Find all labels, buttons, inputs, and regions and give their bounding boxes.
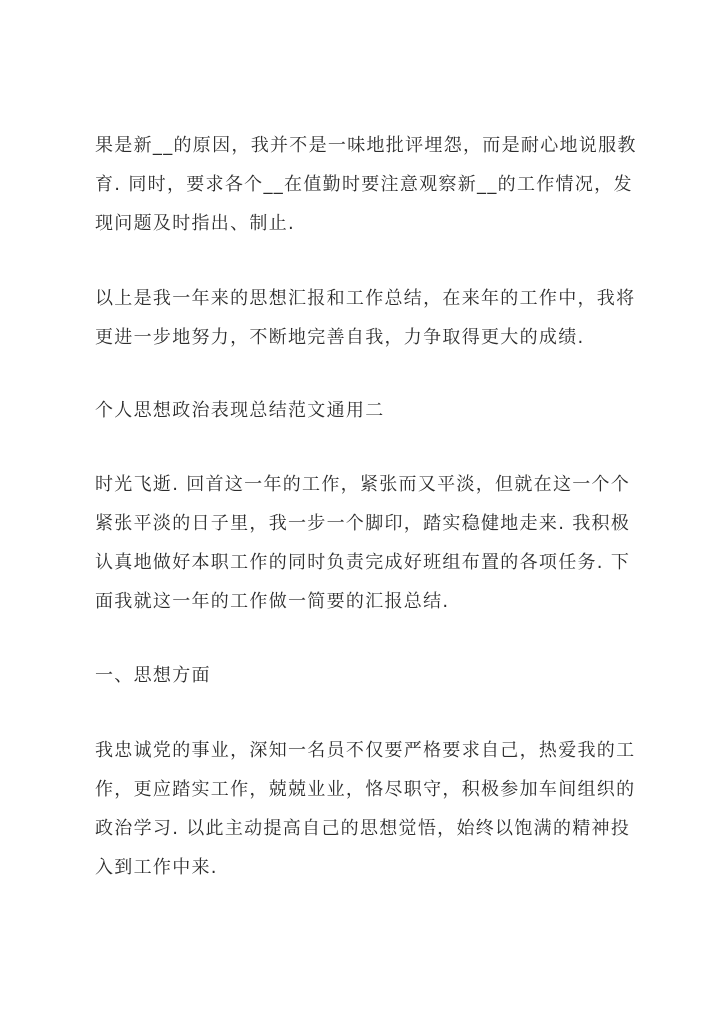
paragraph-4-line-4: 入到工作中来. bbox=[95, 857, 218, 878]
paragraph-4-line-1: 我忠诚党的事业，深知一名员不仅要严格要求自己，热爱我的工 bbox=[95, 740, 636, 761]
paragraph-4-line-2: 作，更应踏实工作，兢兢业业，恪尽职守，积极参加车间组织的 bbox=[95, 779, 636, 800]
paragraph-3-line-3: 认真地做好本职工作的同时负责完成好班组布置的各项任务. 下 bbox=[95, 552, 631, 573]
paragraph-1-line-3: 现问题及时指出、制止. bbox=[95, 213, 296, 234]
paragraph-4-line-3: 政治学习. 以此主动提高自己的思想觉悟，始终以饱满的精神投 bbox=[95, 818, 631, 839]
paragraph-3-line-1: 时光飞逝. 回首这一年的工作，紧张而又平淡，但就在这一个个 bbox=[95, 474, 631, 495]
paragraph-1-line-2: 育. 同时，要求各个__在值勤时要注意观察新__的工作情况，发 bbox=[95, 174, 633, 195]
paragraph-1-line-1: 果是新__的原因，我并不是一味地批评埋怨，而是耐心地说服教 bbox=[95, 135, 637, 156]
paragraph-3-line-4: 面我就这一年的工作做一简要的汇报总结. bbox=[95, 591, 450, 612]
section-title: 个人思想政治表现总结范文通用二 bbox=[95, 400, 385, 421]
paragraph-2-line-2: 更进一步地努力，不断地完善自我，力争取得更大的成绩. bbox=[95, 327, 585, 348]
paragraph-2-line-1: 以上是我一年来的思想汇报和工作总结，在来年的工作中，我将 bbox=[95, 288, 636, 309]
subheading-thought: 一、思想方面 bbox=[95, 665, 211, 686]
paragraph-3-line-2: 紧张平淡的日子里，我一步一个脚印，踏实稳健地走来. 我积极 bbox=[95, 513, 631, 534]
